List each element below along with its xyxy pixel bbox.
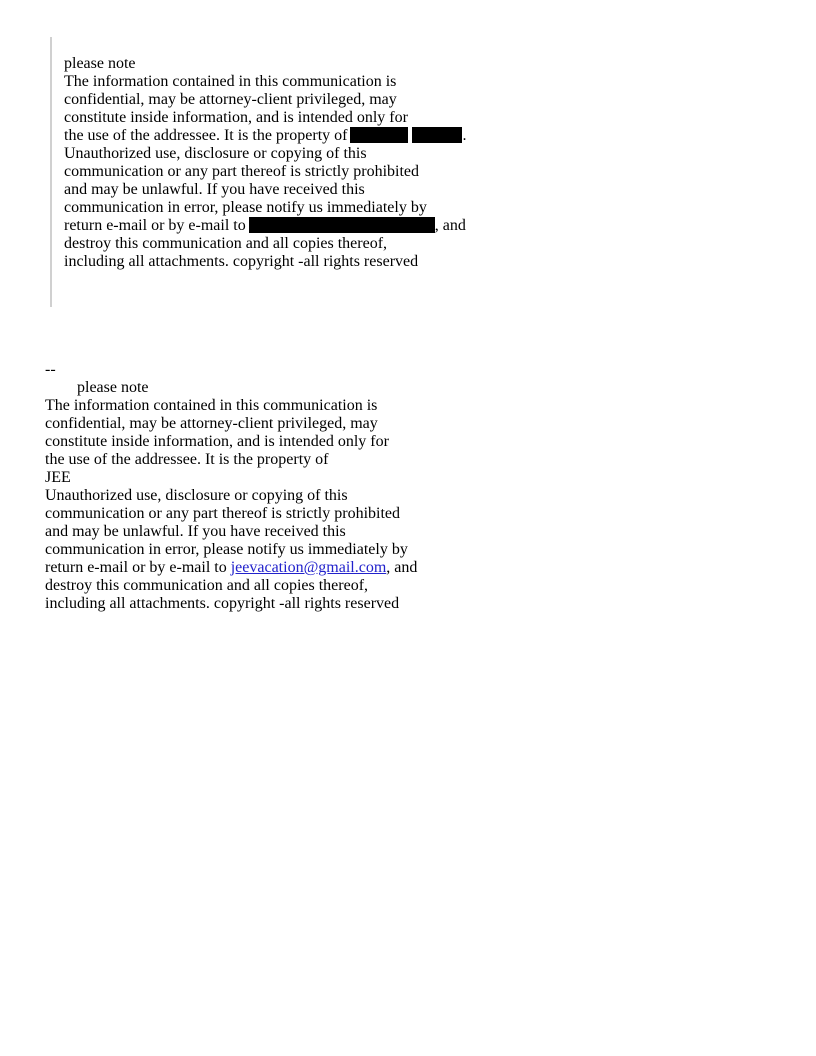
signature-line: destroy this communication and all copies thereof, (45, 577, 369, 594)
redaction-box (249, 217, 435, 233)
quoted-line-text: return e-mail or by e-mail to (64, 217, 246, 234)
signature-line: and may be unlawful. If you have received this (45, 523, 346, 540)
signature-line: Unauthorized use, disclosure or copying of this (45, 487, 348, 504)
quoted-line-text: . (462, 127, 467, 144)
signature-line-text: return e-mail or by e-mail to (45, 559, 231, 576)
quoted-notice-text (64, 55, 466, 271)
signature-line: communication or any part thereof is strictly prohibited (45, 505, 401, 522)
quoted-line: including all attachments. copyright -all rights reserved (64, 253, 419, 270)
signature-line: JEE (45, 469, 71, 486)
quoted-line: confidential, may be attorney-client privileged, may (64, 91, 397, 108)
signature-notice (45, 361, 417, 613)
quoted-line: and may be unlawful. If you have received this (64, 181, 365, 198)
quoted-notice-block (50, 37, 510, 307)
quoted-line: communication or any part thereof is strictly prohibited (64, 163, 420, 180)
quoted-line: communication in error, please notify us immediately by (64, 199, 427, 216)
quoted-line-text: , and (434, 217, 466, 234)
redaction-box (350, 127, 408, 143)
quoted-line: destroy this communication and all copies thereof, (64, 235, 388, 252)
signature-line: The information contained in this communication is (45, 397, 378, 414)
signature-line: communication in error, please notify us immediately by (45, 541, 408, 558)
signature-separator: -- (45, 361, 56, 378)
signature-line: please note (77, 379, 149, 396)
redaction-box (412, 127, 462, 143)
email-link[interactable]: jeevacation@gmail.com (230, 559, 387, 576)
quoted-line-property (64, 127, 466, 145)
quoted-line-email (64, 217, 466, 235)
signature-line: the use of the addressee. It is the property of (45, 451, 329, 468)
signature-line-text: , and (386, 559, 418, 576)
quoted-line: please note (64, 55, 136, 72)
signature-line: confidential, may be attorney-client privileged, may (45, 415, 378, 432)
signature-line: constitute inside information, and is intended only for (45, 433, 389, 450)
signature-line: including all attachments. copyright -all rights reserved (45, 595, 400, 612)
quoted-line: The information contained in this communication is (64, 73, 397, 90)
signature-line-email (45, 559, 417, 577)
quoted-line-text: the use of the addressee. It is the property of (64, 127, 348, 144)
quoted-line: constitute inside information, and is intended only for (64, 109, 408, 126)
quoted-line: Unauthorized use, disclosure or copying of this (64, 145, 367, 162)
